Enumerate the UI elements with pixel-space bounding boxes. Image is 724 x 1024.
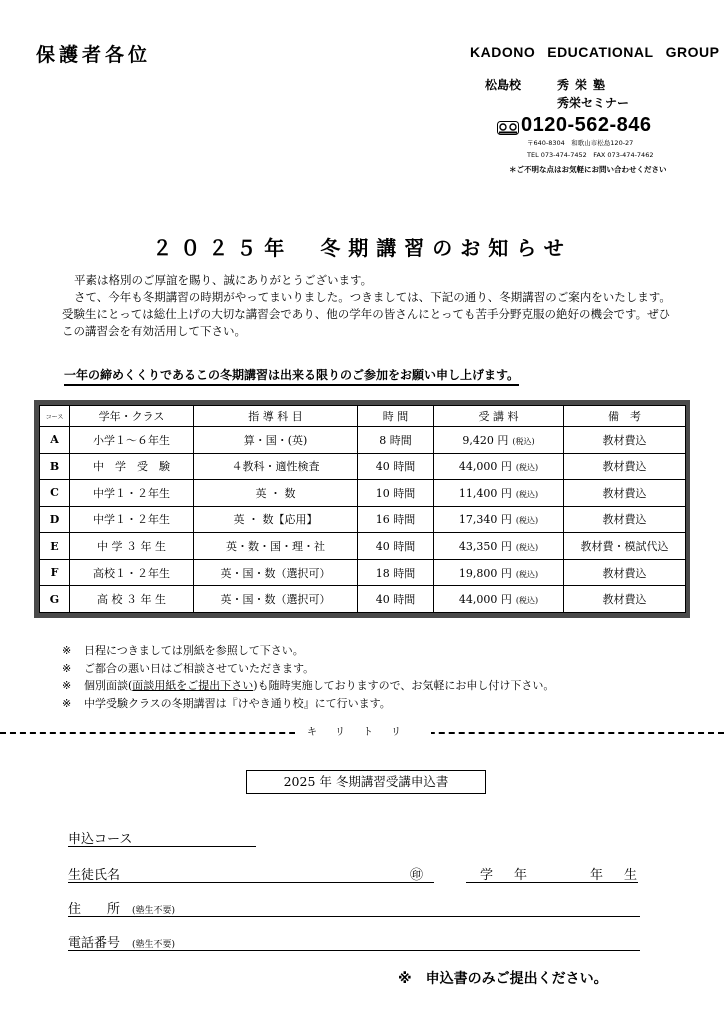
course-hours: 40 時間 bbox=[358, 586, 434, 613]
course-hours: 10 時間 bbox=[358, 480, 434, 507]
course-hours: 8 時間 bbox=[358, 427, 434, 454]
course-table bbox=[39, 405, 686, 613]
course-fee bbox=[434, 506, 564, 533]
course-grade: 小学１～６年生 bbox=[70, 427, 194, 454]
form-title: 2025 年 冬期講習受講申込書 bbox=[246, 770, 486, 794]
course-table-frame bbox=[34, 400, 690, 618]
footnotes bbox=[62, 642, 554, 712]
course-subjects: 英 ・ 数 bbox=[194, 480, 358, 507]
footnote-text: 日程につきましては別紙を参照して下さい。 bbox=[84, 644, 304, 657]
table-row bbox=[40, 453, 686, 480]
school-address: 〒640-8304 和歌山市松島120-27 bbox=[527, 139, 634, 147]
course-hours: 18 時間 bbox=[358, 559, 434, 586]
footnote-text-pre: 個別面談( bbox=[84, 679, 133, 692]
course-subjects: 英・数・国・理・社 bbox=[194, 533, 358, 560]
course-field-line[interactable] bbox=[68, 846, 256, 847]
course-code: G bbox=[40, 586, 70, 613]
tel-fax: TEL 073-474-7452 FAX 073-474-7462 bbox=[527, 151, 654, 159]
grade-field-label: 学 年 bbox=[480, 868, 532, 883]
course-grade: 高校１・２年生 bbox=[70, 559, 194, 586]
table-row bbox=[40, 586, 686, 613]
address-note: (塾生不要) bbox=[132, 906, 176, 916]
school-name-1: 秀栄塾 bbox=[557, 78, 612, 92]
course-hours: 16 時間 bbox=[358, 506, 434, 533]
course-hours: 40 時間 bbox=[358, 533, 434, 560]
course-fee bbox=[434, 480, 564, 507]
address-field-line[interactable] bbox=[68, 916, 640, 917]
interview-form-note: 面談用紙をご提出下さい bbox=[132, 679, 254, 692]
address-label-text: 住 所 bbox=[68, 902, 121, 917]
tax-label: (税込) bbox=[515, 569, 539, 579]
address-field-label bbox=[68, 898, 175, 917]
note-mark: ※ bbox=[62, 661, 72, 675]
course-notes: 教材費込 bbox=[564, 506, 686, 533]
branch-name: 松島校 bbox=[485, 78, 522, 92]
logo-word-1: KADONO bbox=[470, 44, 536, 60]
course-hours: 40 時間 bbox=[358, 453, 434, 480]
note-mark: ※ bbox=[62, 644, 72, 657]
grade-field-line[interactable] bbox=[466, 882, 638, 883]
course-grade: 高 校 ３ 年 生 bbox=[70, 586, 194, 613]
course-notes: 教材費込 bbox=[564, 480, 686, 507]
footnote-text: 中学受験クラスの冬期講習は『けやき通り校』にて行います。 bbox=[84, 696, 391, 710]
course-notes: 教材費込 bbox=[564, 586, 686, 613]
phone-label-text: 電話番号 bbox=[68, 936, 121, 951]
phone-field-label bbox=[68, 932, 175, 951]
course-code: C bbox=[40, 480, 70, 507]
course-subjects: 英 ・ 数【応用】 bbox=[194, 506, 358, 533]
course-code: A bbox=[40, 427, 70, 454]
course-grade: 中 学 受 験 bbox=[70, 453, 194, 480]
footnote-3 bbox=[62, 677, 554, 695]
course-fee bbox=[434, 453, 564, 480]
header-notes: 備 考 bbox=[564, 406, 686, 427]
footnote-4 bbox=[62, 695, 554, 713]
course-notes: 教材費・模試代込 bbox=[564, 533, 686, 560]
course-grade: 中学１・２年生 bbox=[70, 480, 194, 507]
course-field-label: 申込コース bbox=[68, 832, 133, 847]
inquiry-note: ＊ご不明な点はお気軽にお問い合わせください bbox=[509, 165, 667, 174]
fee-amount: 9,420 円 bbox=[462, 433, 509, 447]
course-fee bbox=[434, 533, 564, 560]
header-grade: 学年・クラス bbox=[70, 406, 194, 427]
course-subjects: ４教科・適性検査 bbox=[194, 453, 358, 480]
table-row bbox=[40, 480, 686, 507]
course-subjects: 英・国・数（選択可） bbox=[194, 586, 358, 613]
tax-label: (税込) bbox=[515, 516, 539, 526]
phone-field-line[interactable] bbox=[68, 950, 640, 951]
page-title: ２０２５年 冬期講習のお知らせ bbox=[152, 236, 572, 260]
header-fee: 受 講 料 bbox=[434, 406, 564, 427]
grade-suffix: 年 生 bbox=[590, 868, 642, 883]
intro-text bbox=[62, 272, 672, 340]
header-course: コース bbox=[40, 406, 70, 427]
course-subjects: 算・国・(英) bbox=[194, 427, 358, 454]
name-field-label: 生徒氏名 bbox=[68, 868, 121, 883]
course-code: F bbox=[40, 559, 70, 586]
course-notes: 教材費込 bbox=[564, 427, 686, 454]
cut-label: キリトリ bbox=[295, 723, 431, 738]
course-fee bbox=[434, 586, 564, 613]
fee-amount: 19,800 円 bbox=[458, 566, 512, 580]
fee-amount: 17,340 円 bbox=[458, 513, 512, 527]
course-code: E bbox=[40, 533, 70, 560]
tax-label: (税込) bbox=[515, 489, 539, 499]
table-row bbox=[40, 533, 686, 560]
submit-note: ※ 申込書のみご提出ください。 bbox=[398, 971, 608, 987]
course-fee bbox=[434, 427, 564, 454]
fee-amount: 11,400 円 bbox=[458, 486, 512, 500]
freedial-icon bbox=[497, 121, 519, 135]
course-code: B bbox=[40, 453, 70, 480]
fee-amount: 44,000 円 bbox=[458, 460, 512, 474]
course-notes: 教材費込 bbox=[564, 453, 686, 480]
seal-mark: ㊞ bbox=[410, 868, 424, 883]
group-logo bbox=[470, 44, 719, 60]
highlight-message: 一年の締めくくりであるこの冬期講習は出来る限りのご参加をお願い申し上げます。 bbox=[64, 366, 519, 386]
footnote-1 bbox=[62, 642, 554, 660]
tax-label: (税込) bbox=[515, 463, 539, 473]
course-subjects: 英・国・数（選択可） bbox=[194, 559, 358, 586]
table-header-row bbox=[40, 406, 686, 427]
note-mark: ※ bbox=[62, 696, 72, 710]
table-row bbox=[40, 559, 686, 586]
course-grade: 中学１・２年生 bbox=[70, 506, 194, 533]
footnote-2 bbox=[62, 660, 554, 678]
footnote-text: ご都合の悪い日はご相談させていただきます。 bbox=[84, 661, 315, 675]
addressee: 保護者各位 bbox=[36, 44, 152, 66]
school-name-2: 秀栄セミナー bbox=[557, 96, 630, 110]
intro-paragraph-1: 平素は格別のご厚誼を賜り、誠にありがとうございます。 bbox=[74, 273, 373, 287]
note-mark: ※ bbox=[62, 679, 72, 692]
fee-amount: 43,350 円 bbox=[458, 540, 512, 554]
logo-word-2: EDUCATIONAL bbox=[547, 44, 654, 60]
course-code: D bbox=[40, 506, 70, 533]
table-row bbox=[40, 427, 686, 454]
course-grade: 中 学 ３ 年 生 bbox=[70, 533, 194, 560]
header-hours: 時 間 bbox=[358, 406, 434, 427]
course-notes: 教材費込 bbox=[564, 559, 686, 586]
course-fee bbox=[434, 559, 564, 586]
phone-note: (塾生不要) bbox=[132, 940, 176, 950]
tax-label: (税込) bbox=[515, 596, 539, 606]
logo-word-3: GROUP bbox=[665, 44, 720, 60]
intro-paragraph-2: さて、今年も冬期講習の時期がやってまいりました。つきましては、下記の通り、冬期講習のご案内をいたします。受験生にとっては総仕上げの大切な講習会であり、他の学年の皆さんにとっても苦手分野克服の絶好の機会です。ぜひこの講習会を有効活用して下さい。 bbox=[62, 290, 671, 338]
footnote-text-post: )も随時実施しておりますので、お気軽にお申し付け下さい。 bbox=[253, 679, 555, 692]
phone-number: 0120-562-846 bbox=[521, 114, 652, 136]
table-row bbox=[40, 506, 686, 533]
tax-label: (税込) bbox=[512, 436, 535, 446]
header-subjects: 指 導 科 目 bbox=[194, 406, 358, 427]
fee-amount: 44,000 円 bbox=[458, 593, 512, 607]
name-field-line[interactable] bbox=[68, 882, 434, 883]
tax-label: (税込) bbox=[515, 543, 539, 553]
